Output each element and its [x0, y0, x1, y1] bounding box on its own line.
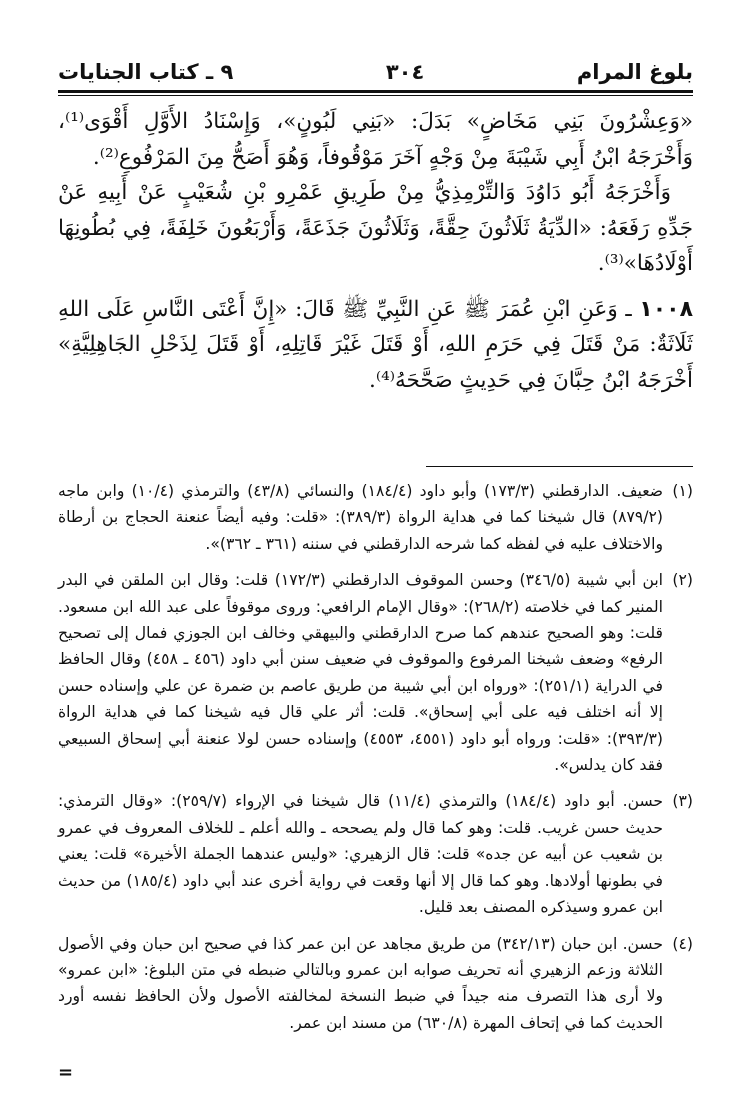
footnote-text: حسن. ابن حبان (٣٤٢/١٣) من طريق مجاهد عن ابن عمر كذا في صحيح ابن حبان وفي الأصول الثلاثة وزعم الزهيري أنه تحريف صوابه ابن عمرو وبالتالي ضبطه في متن البلوغ: «ابن عمرو» ولا أرى هذا التصرف منه جيداً في ضبط النسخة لمخالفته الأصول ولأن الحافظ نفسه أورد الحديث كما في إتحاف المهرة (٦٣٠/٨) من مسند ابن عمر.: [58, 934, 663, 1032]
footnote-text: ضعيف. الدارقطني (١٧٣/٣) وأبو داود (١٨٤/٤) والنسائي (٤٣/٨) والترمذي (١٠/٤) وابن ماجه (٨٧٩/٢) قال شيخنا كما في هداية الرواة (٣٨٩/٣): «قلت: وفيه أيضاً عنعنة الحجاج بن أرطاة والاختلاف عليه في لفظه كما شرحه الدارقطني في سننه (٣٦١ ـ ٣٦٢)».: [58, 482, 664, 553]
hadith-paragraph: [58, 292, 693, 399]
header-rule-thick: [58, 90, 693, 93]
paragraph-2: وَأَخْرَجَهُ أَبُو دَاوُدَ وَالتِّرْمِذِيُّ مِنْ طَرِيقِ عَمْرِو بْنِ شُعَيْبٍ عَنْ أَبِيهِ عَنْ جَدِّهِ رَفَعَهُ: «الدِّيَةُ ثَلَاثُونَ حِقَّةً، وَثَلَاثُونَ جَذَعَةً، وَأَرْبَعُونَ خَلِفَةً، فِي بُطُونِهَا أَوْلَادُهَا»⁽³⁾.: [58, 180, 693, 276]
page-number: ٣٠٤: [385, 60, 425, 84]
hadith-number: ١٠٠٨: [639, 296, 693, 322]
footnote-number: (٤): [672, 934, 693, 953]
main-text: [58, 104, 693, 398]
footnote-separator: [426, 466, 693, 467]
header-rule-thin: [58, 95, 693, 96]
continuation-mark: =: [58, 1062, 74, 1083]
footnote-number: (٣): [672, 792, 693, 811]
footnote-1: [58, 478, 693, 557]
hadith-text: ـ وَعَنِ ابْنِ عُمَرَ ﷺ عَنِ النَّبِيِّ ﷺ قَالَ: «إِنَّ أَعْتَى النَّاسِ عَلَى اللهِ ثَلَاثَةٌ: مَنْ قَتَلَ فِي حَرَمِ اللهِ، أَوْ قَتَلَ غَيْرَ قَاتِلِهِ، أَوْ قَتَلَ لِذَحْلِ الجَاهِلِيَّةِ» أَخْرَجَهُ ابْنُ حِبَّانَ فِي حَدِيثٍ صَحَّحَهُ⁽⁴⁾.: [58, 296, 693, 393]
footnote-3: [58, 788, 693, 920]
footnote-text: حسن. أبو داود (١٨٤/٤) والترمذي (١١/٤) قال شيخنا في الإرواء (٢٥٩/٧): «وقال الترمذي: حديث حسن غريب. قلت: وهو كما قال ولم يصححه ـ والله أعلم ـ للخلاف المعروف في عمرو بن شعيب عن أبيه عن جده» قلت: قال الزهيري: «وليس عندهما الجملة الأخيرة» قلت: يعني في بطونها أولادها. وهو كما قال إلا أنها وقعت في رواية أخرى عند أبي داود (١٨٥/٤) من حديث ابن عمرو وسيذكره المصنف بعد قليل.: [58, 792, 664, 917]
chapter-title: ٩ ـ كتاب الجنايات: [58, 60, 234, 84]
footnotes: [58, 478, 693, 1046]
footnote-number: (١): [672, 482, 693, 500]
paragraph-1: «وَعِشْرُونَ بَنِي مَخَاضٍ» بَدَلَ: «بَنِي لَبُونٍ»، وَإِسْنَادُ الأَوَّلِ أَقْوَى⁽¹⁾، وَأَخْرَجَهُ ابْنُ أَبِي شَيْبَةَ مِنْ وَجْهٍ آخَرَ مَوْقُوفاً، وَهُوَ أَصَحُّ مِنَ المَرْفُوعِ⁽²⁾.: [58, 109, 693, 170]
footnote-4: [58, 931, 693, 1037]
footnote-text: ابن أبي شيبة (٣٤٦/٥) وحسن الموقوف الدارقطني (١٧٢/٣) قلت: وقال ابن الملقن في البدر المنير كما في خلاصته (٢٦٨/٢): «وقال الإمام الرافعي: وروى موقوفاً على عبد الله ابن مسعود. قلت: وهو الصحيح عندهم كما صرح الدارقطني والبيهقي وخالف ابن الجوزي فمال إلى تصحيح الرفع» وضعف شيخنا المرفوع والموقوف في ضعيف سنن أبي داود (٤٥٦ ـ ٤٥٨) وقال الحافظ في الدراية (٢٥١/١): «ورواه ابن أبي شيبة من طريق عاصم بن ضمرة عن علي وإسناده حسن إلا أنه اختلف فيه على أبي إسحاق». قلت: أثر علي قال فيه شيخنا كما في هداية الرواة (٣٩٣/٣): «قلت: ورواه أبو داود (٤٥٥١، ٤٥٥٣) وإسناده حسن لولا عنعنة أبي إسحاق السبيعي فقد كان يدلس».: [58, 571, 664, 775]
running-header: [58, 54, 693, 90]
book-title: بلوغ المرام: [576, 60, 693, 84]
footnote-number: (٢): [672, 571, 693, 590]
footnote-2: [58, 567, 693, 778]
